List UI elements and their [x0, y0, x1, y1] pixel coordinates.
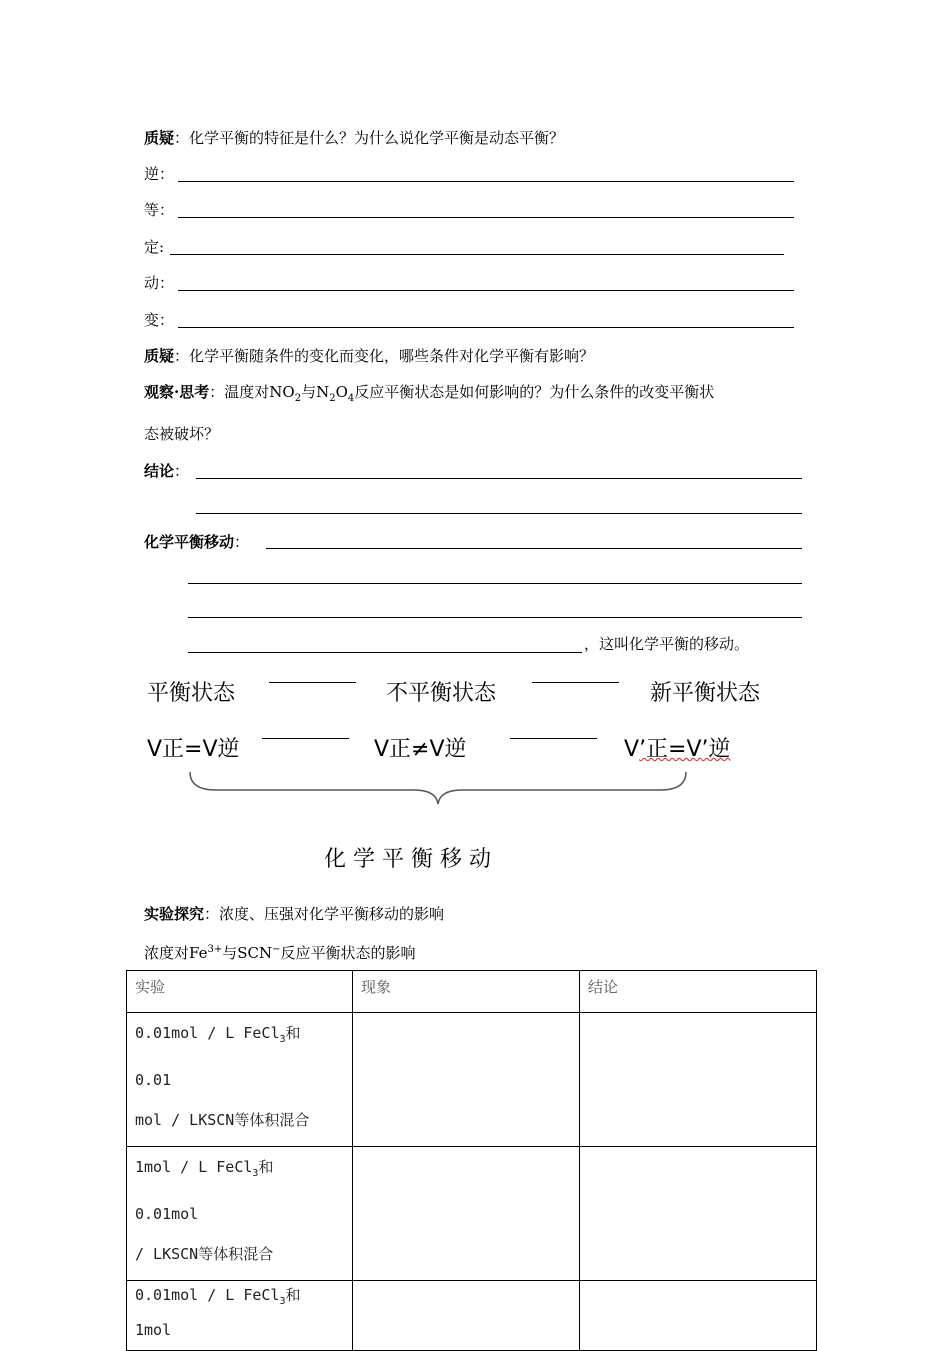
answer-line-deng[interactable]	[178, 217, 794, 218]
rate-blank-1[interactable]	[262, 738, 349, 739]
feature-label-ni: 逆：	[144, 165, 175, 183]
answer-line-dong[interactable]	[178, 290, 794, 291]
experiment-table	[126, 970, 817, 1351]
conclusion-label: 结论	[144, 462, 175, 480]
no2-formula: $NO_2$	[269, 383, 302, 404]
table-row	[127, 1013, 817, 1147]
question-text: ：化学平衡的特征是什么？为什么说化学平衡是动态平衡？	[174, 129, 565, 147]
feature-label-bian: 变：	[144, 311, 175, 329]
conclusion-line-1[interactable]	[196, 478, 802, 479]
conclusion-cell[interactable]	[580, 1013, 817, 1147]
rate-eq-1: V正=V逆	[147, 737, 240, 762]
header-conclusion: 结论	[580, 971, 817, 1013]
rate-eq-3: V’正=V’逆	[624, 737, 731, 762]
header-phenomenon: 现象	[353, 971, 580, 1013]
observe-label: 观察·思考	[144, 383, 210, 401]
feature-label-deng: 等：	[144, 201, 175, 219]
arrow-blank-2[interactable]	[532, 682, 619, 683]
shift-line-2[interactable]	[188, 583, 802, 584]
observe-line-1: 观察·思考：温度对$NO_2$与$N_2O_4$反应平衡状态是如何影响的？为什么条件的改变平衡状	[144, 383, 715, 404]
experiment-cell: 0.01mol / L FeCl$_3$和 1mol	[127, 1281, 353, 1351]
question-label: 质疑	[144, 347, 175, 365]
conclusion-label-row: 结论：	[144, 462, 190, 480]
feature-label-ding: 定:	[144, 238, 165, 256]
n2o4-formula: $N_2O_4$	[316, 383, 355, 404]
question-1	[144, 128, 564, 148]
state-nonequilibrium: 不平衡状态	[386, 681, 497, 706]
shift-label: 化学平衡移动	[144, 533, 235, 551]
rate-blank-2[interactable]	[510, 738, 597, 739]
answer-line-ding[interactable]	[170, 254, 784, 255]
table-header-row	[127, 971, 817, 1013]
shift-line-3[interactable]	[188, 617, 802, 618]
phenomenon-cell[interactable]	[353, 1147, 580, 1281]
question-text: ：化学平衡随条件的变化而变化，哪些条件对化学平衡有影响？	[174, 347, 595, 365]
shift-line-1[interactable]	[266, 548, 802, 549]
conclusion-cell[interactable]	[580, 1147, 817, 1281]
state-equilibrium: 平衡状态	[147, 681, 236, 706]
header-experiment: 实验	[127, 971, 353, 1013]
observe-line-2: 态被破坏？	[144, 425, 220, 443]
phenomenon-cell[interactable]	[353, 1281, 580, 1351]
experiment-cell: 0.01mol / L FeCl$_3$和 0.01 mol / LKSCN等体积混合	[127, 1013, 353, 1147]
question-2	[144, 346, 594, 366]
answer-line-ni[interactable]	[178, 181, 794, 182]
answer-line-bian[interactable]	[178, 327, 794, 328]
shift-ending-text: ，这叫化学平衡的移动。	[584, 635, 750, 653]
experiment-title: 实验探究：浓度、压强对化学平衡移动的影响	[144, 905, 445, 923]
diagram-caption: 化 学 平 衡 移 动	[324, 847, 491, 872]
question-label: 质疑	[144, 129, 175, 147]
state-new-equilibrium: 新平衡状态	[650, 681, 761, 706]
table-row	[127, 1281, 817, 1351]
table-row	[127, 1147, 817, 1281]
experiment-cell: 1mol / L FeCl$_3$和 0.01mol / LKSCN等体积混合	[127, 1147, 353, 1281]
conclusion-cell[interactable]	[580, 1281, 817, 1351]
conclusion-line-2[interactable]	[196, 513, 802, 514]
shift-label-row: 化学平衡移动：	[144, 533, 250, 551]
experiment-label: 实验探究	[144, 905, 205, 923]
shift-line-4[interactable]	[188, 652, 582, 653]
phenomenon-cell[interactable]	[353, 1013, 580, 1147]
experiment-subtitle: 浓度对$Fe^{3+}$与SCN−反应平衡状态的影响	[144, 944, 416, 962]
brace	[186, 768, 696, 808]
arrow-blank-1[interactable]	[269, 682, 356, 683]
feature-label-dong: 动：	[144, 274, 175, 292]
rate-eq-2: V正≠V逆	[374, 737, 467, 762]
